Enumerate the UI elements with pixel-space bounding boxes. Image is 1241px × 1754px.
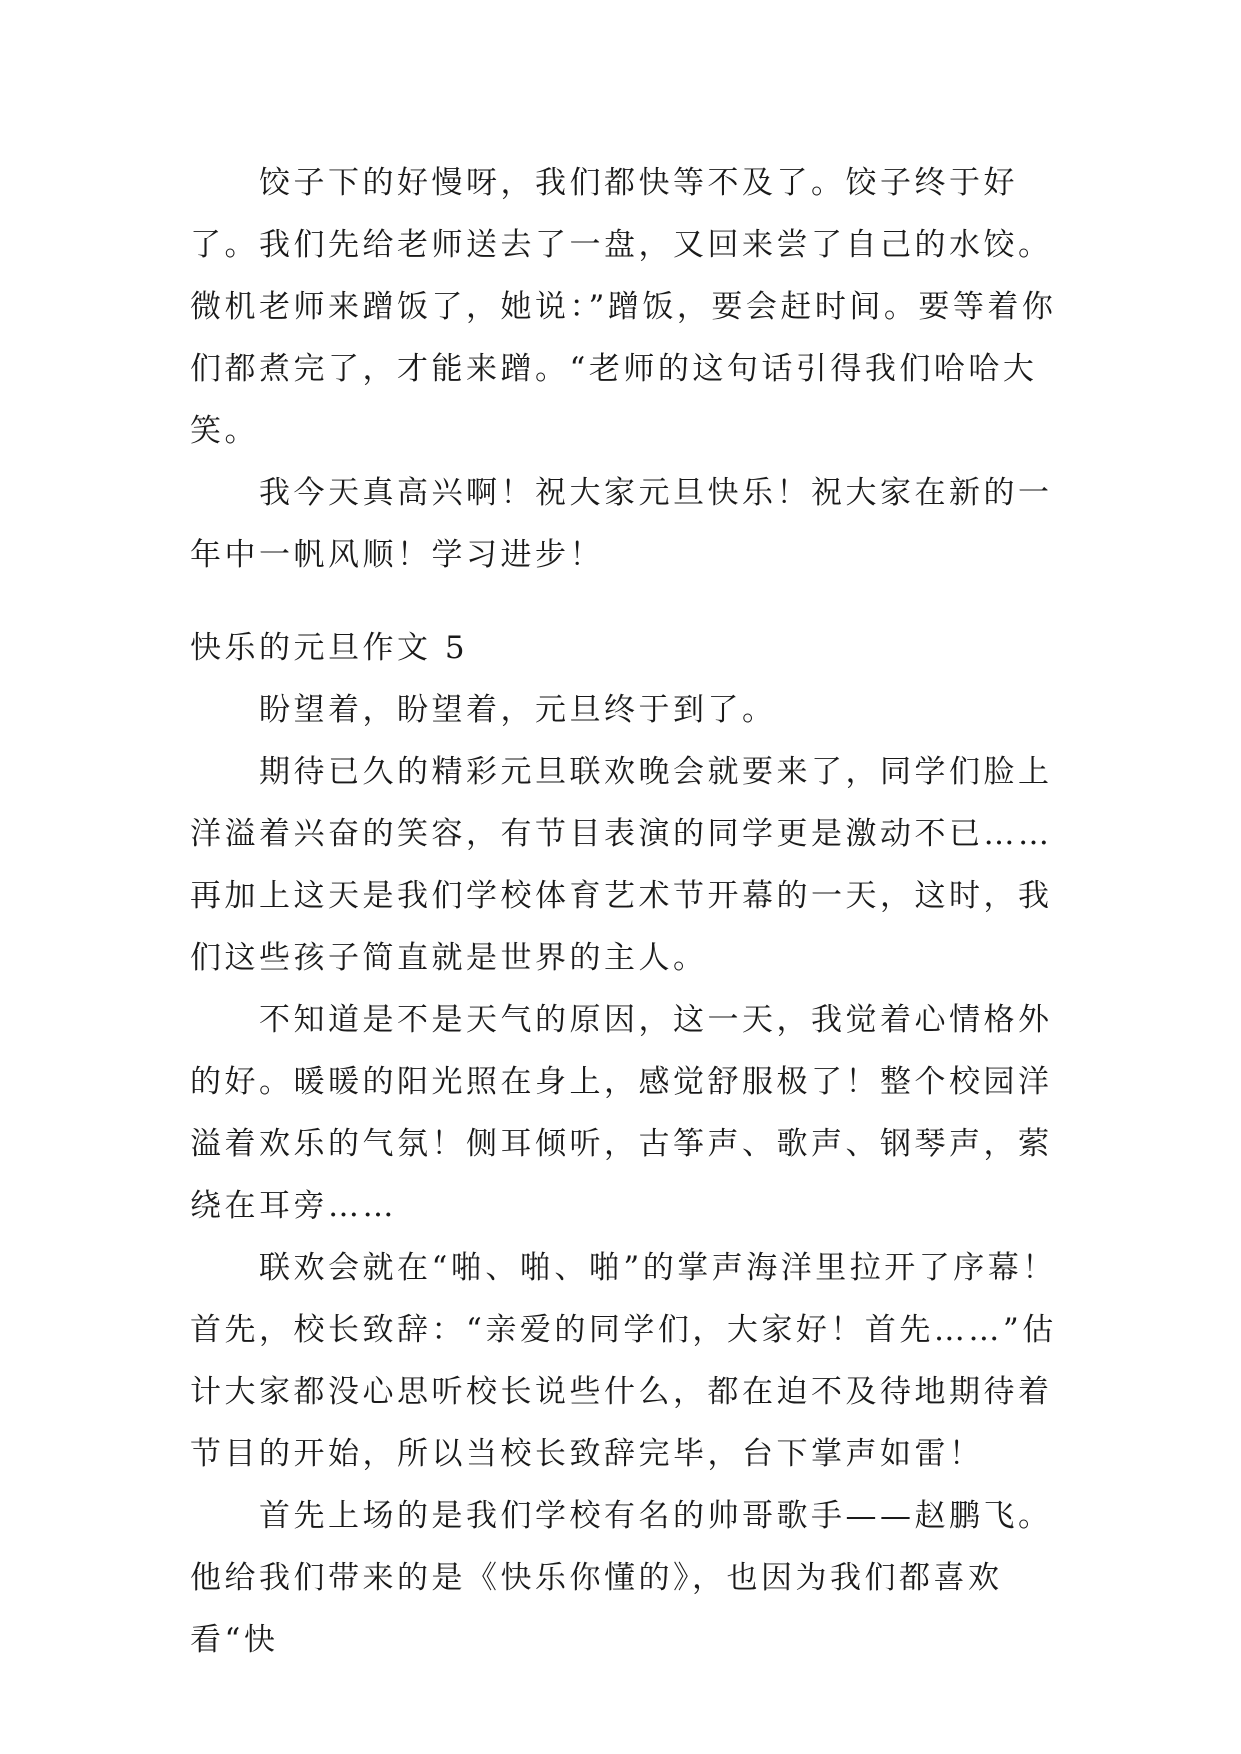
paragraph: 不知道是不是天气的原因，这一天，我觉着心情格外的好。暖暖的阳光照在身上，感觉舒服极了！整个校园洋溢着欢乐的气氛！侧耳倾听，古筝声、歌声、钢琴声，萦绕在耳旁……: [190, 1002, 1053, 1224]
essay-continuation: [190, 152, 1080, 586]
paragraph: 联欢会就在“啪、啪、啪”的掌声海洋里拉开了序幕！首先，校长致辞：“亲爱的同学们，大家好！首先……”估计大家都没心思听校长说些什么，都在迫不及待地期待着节目的开始，所以当校长致辞完毕，台下掌声如雷！: [190, 1250, 1057, 1472]
paragraph: 首先上场的是我们学校有名的帅哥歌手——赵鹏飞。他给我们带来的是《快乐你懂的》，也因为我们都喜欢看“快: [190, 1498, 1053, 1658]
paragraph: 饺子下的好慢呀，我们都快等不及了。饺子终于好了。我们先给老师送去了一盘，又回来尝了自己的水饺。微机老师来蹭饭了，她说：”蹭饭，要会赶时间。要等着你们都煮完了，才能来蹭。“老师的这句话引得我们哈哈大笑。: [190, 165, 1057, 449]
paragraph: 期待已久的精彩元旦联欢晚会就要来了，同学们脸上洋溢着兴奋的笑容，有节目表演的同学更是激动不已……再加上这天是我们学校体育艺术节开幕的一天，这时，我们这些孩子简直就是世界的主人。: [190, 754, 1053, 976]
essay-section-5: [190, 617, 1080, 1671]
paragraph: 我今天真高兴啊！祝大家元旦快乐！祝大家在新的一年中一帆风顺！学习进步！: [190, 475, 1053, 573]
paragraph: 盼望着，盼望着，元旦终于到了。: [259, 692, 777, 728]
section-title: 快乐的元旦作文 5: [190, 630, 469, 666]
